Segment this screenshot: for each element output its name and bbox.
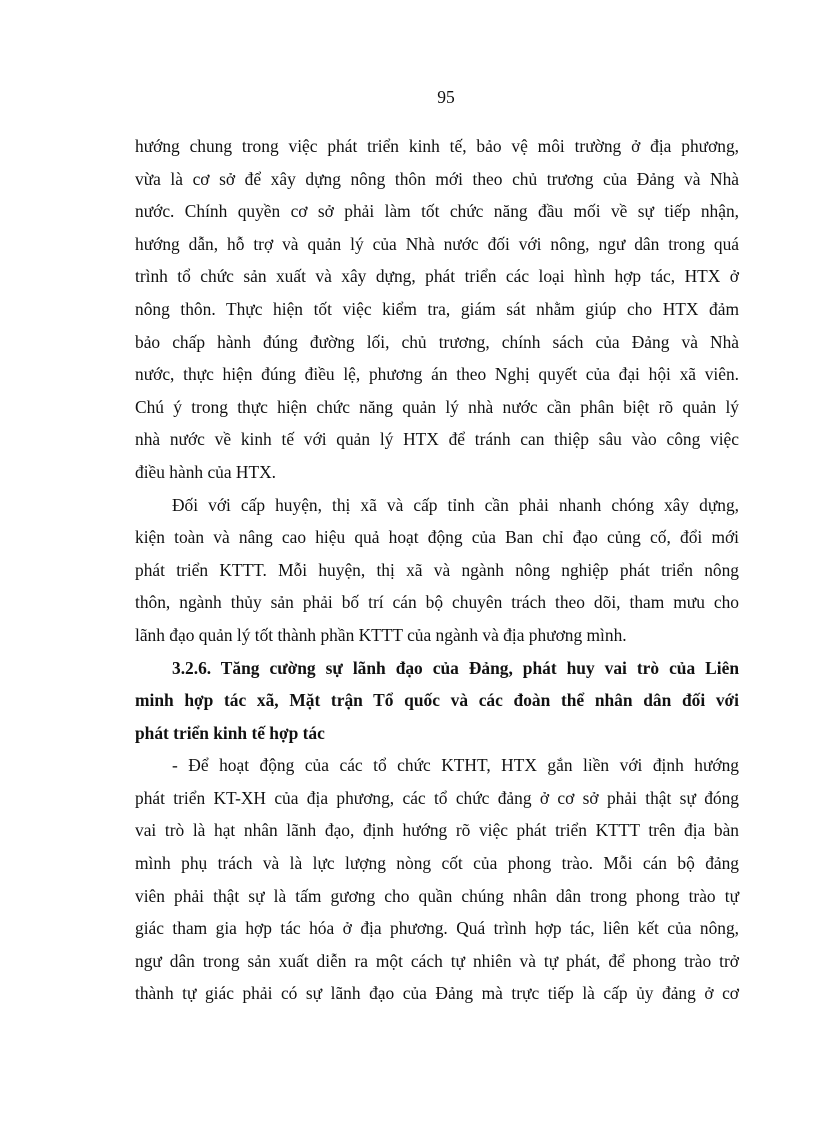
document-body — [135, 130, 739, 1010]
text-line: bảo chấp hành đúng đường lối, chủ trương, chính sách của Đảng và Nhà — [135, 331, 739, 352]
text-line: nhà nước về kinh tế với quản lý HTX để tránh can thiệp sâu vào công việc — [135, 429, 739, 450]
section-heading-3-2-6 — [135, 652, 739, 750]
text-line: thành tự giác phải có sự lãnh đạo của Đảng mà trực tiếp là cấp ủy đảng ở cơ — [135, 983, 739, 1004]
text-line: - Để hoạt động của các tổ chức KTHT, HTX gắn liền với định hướng — [172, 755, 739, 776]
heading-line: phát triển kinh tế hợp tác — [135, 722, 325, 743]
text-line: Chú ý trong thực hiện chức năng quản lý nhà nước cần phân biệt rõ quản lý — [135, 396, 739, 417]
text-line: vừa là cơ sở để xây dựng nông thôn mới theo chủ trương của Đảng và Nhà — [135, 168, 739, 189]
text-line: phát triển KT-XH của địa phương, các tổ chức đảng ở cơ sở phải thật sự đóng — [135, 787, 739, 808]
text-line: lãnh đạo quản lý tốt thành phần KTTT của ngành và địa phương mình. — [135, 624, 627, 645]
text-line: giác tham gia hợp tác hóa ở địa phương. Quá trình hợp tác, liên kết của nông, — [135, 918, 739, 939]
text-line: mình phụ trách và là lực lượng nòng cốt của phong trào. Mỗi cán bộ đảng — [135, 853, 739, 874]
text-line: ngư dân trong sản xuất diễn ra một cách tự nhiên và tự phát, để phong trào trở — [135, 950, 739, 971]
text-line: vai trò là hạt nhân lãnh đạo, định hướng rõ việc phát triển KTTT trên địa bàn — [135, 820, 739, 841]
page-number: 95 — [437, 87, 455, 107]
text-line: nước, thực hiện đúng điều lệ, phương án theo Nghị quyết của đại hội xã viên. — [135, 364, 739, 385]
text-line: hướng dẫn, hỗ trợ và quản lý của Nhà nước đối với nông, ngư dân trong quá — [135, 233, 739, 254]
text-line: nông thôn. Thực hiện tốt việc kiểm tra, giám sát nhằm giúp cho HTX đảm — [135, 298, 739, 319]
text-line: thôn, ngành thủy sản phải bố trí cán bộ chuyên trách theo dõi, tham mưu cho — [135, 592, 739, 613]
heading-line: minh hợp tác xã, Mặt trận Tổ quốc và các đoàn thể nhân dân đối với — [135, 690, 739, 711]
text-line: viên phải thật sự là tấm gương cho quần chúng nhân dân trong phong trào tự — [135, 885, 739, 906]
text-line: trình tổ chức sản xuất và xây dựng, phát triển các loại hình hợp tác, HTX ở — [135, 266, 739, 287]
heading-line: 3.2.6. Tăng cường sự lãnh đạo của Đảng, phát huy vai trò của Liên — [172, 657, 739, 678]
text-line: điều hành của HTX. — [135, 461, 277, 482]
text-line: Đối với cấp huyện, thị xã và cấp tỉnh cần phải nhanh chóng xây dựng, — [172, 494, 739, 515]
paragraph-local-government-role — [135, 130, 739, 489]
text-line: nước. Chính quyền cơ sở phải làm tốt chức năng đầu mối về sự tiếp nhận, — [135, 201, 739, 222]
paragraph-party-leadership — [135, 749, 739, 1010]
text-line: phát triển KTTT. Mỗi huyện, thị xã và ngành nông nghiệp phát triển nông — [135, 559, 739, 580]
text-line: kiện toàn và nâng cao hiệu quả hoạt động của Ban chỉ đạo củng cố, đổi mới — [135, 527, 739, 548]
text-line: hướng chung trong việc phát triển kinh tế, bảo vệ môi trường ở địa phương, — [135, 136, 739, 156]
paragraph-district-province — [135, 489, 739, 652]
